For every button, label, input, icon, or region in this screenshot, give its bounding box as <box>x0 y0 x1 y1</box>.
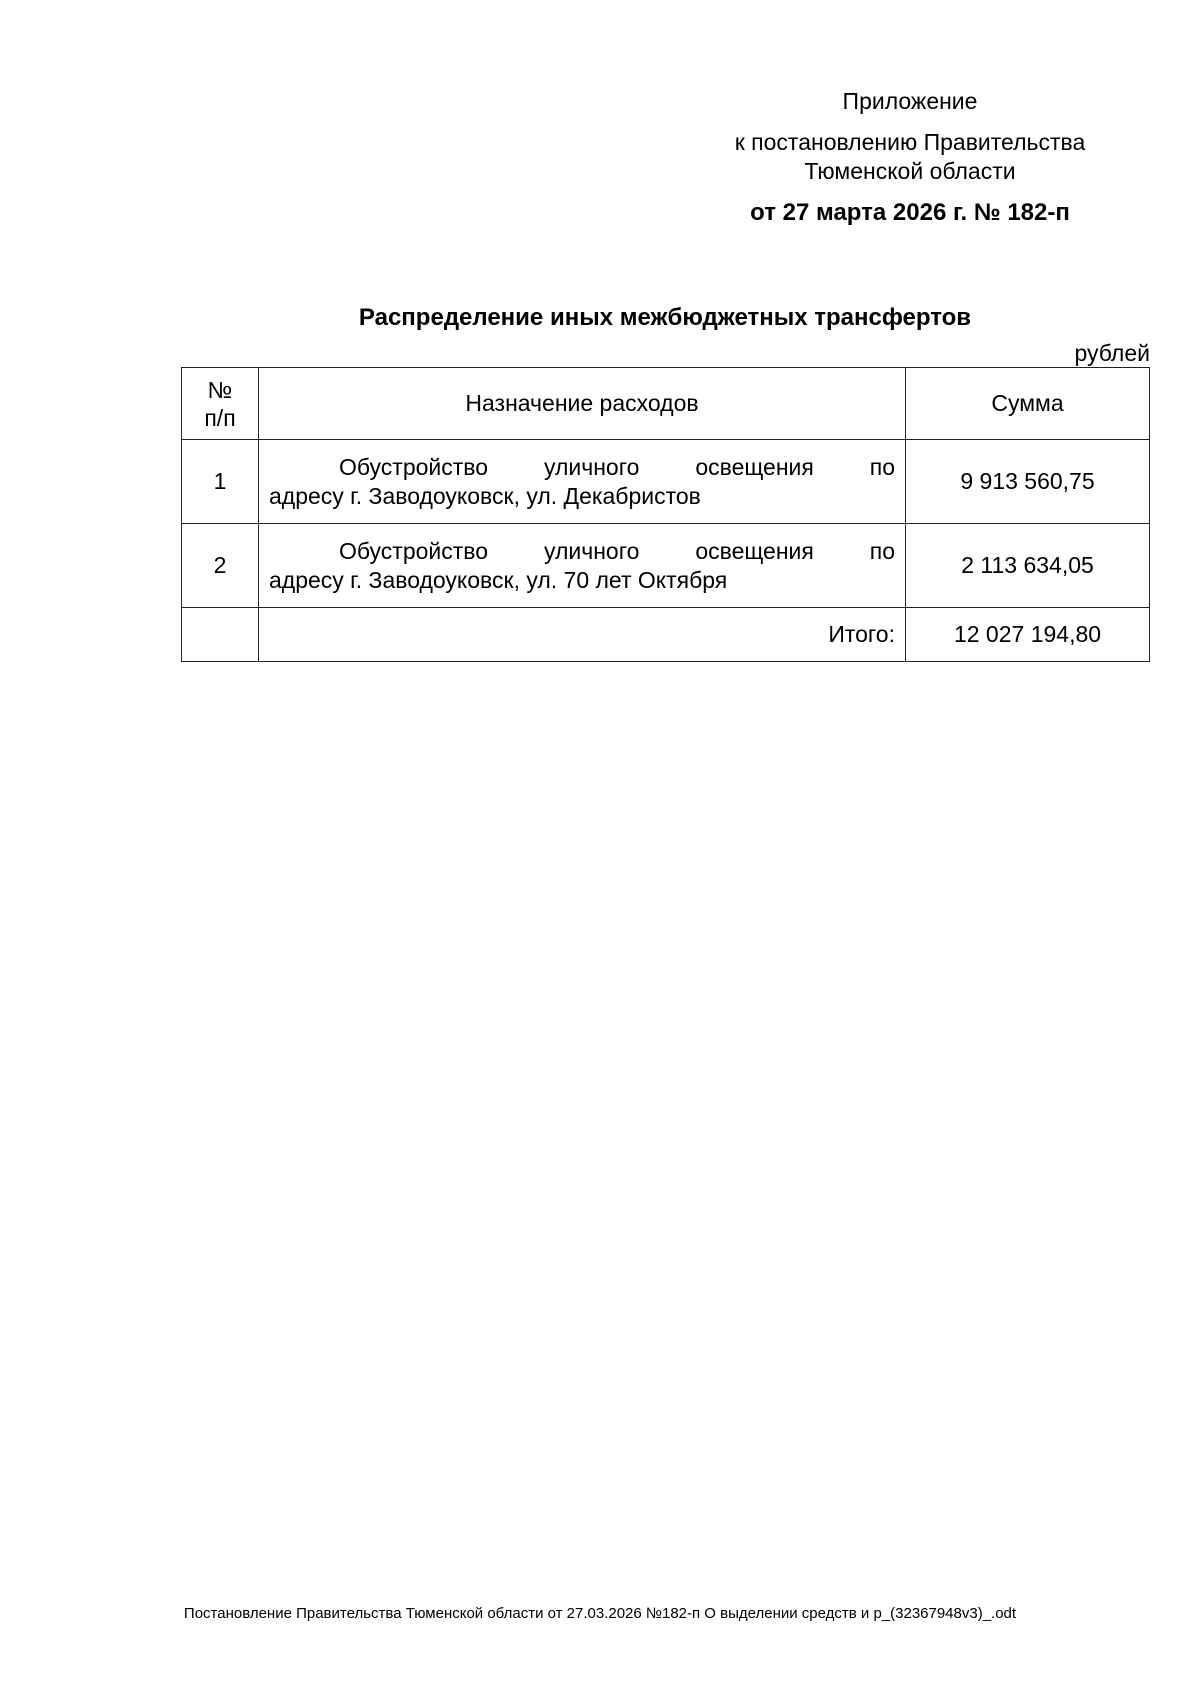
total-label: Итого: <box>259 608 906 662</box>
total-num-empty <box>182 608 259 662</box>
table-row <box>182 440 1150 524</box>
document-title: Распределение иных межбюджетных трансфертов <box>358 304 972 331</box>
header-amount: Сумма <box>906 368 1150 440</box>
table-row <box>182 524 1150 608</box>
row-amount: 9 913 560,75 <box>906 440 1150 524</box>
resolution-reference-line1: к постановлению Правительства <box>734 129 1086 155</box>
header-purpose: Назначение расходов <box>259 368 906 440</box>
header-num-line1: № <box>207 376 233 403</box>
appendix-label: Приложение <box>842 88 978 114</box>
row-purpose <box>259 440 906 524</box>
units-label: рублей <box>1074 340 1150 366</box>
table-header-row <box>182 368 1150 440</box>
row-num: 2 <box>182 524 259 608</box>
row-purpose <box>259 524 906 608</box>
header-num-line2: п/п <box>204 404 236 431</box>
resolution-reference-line2: Тюменской области <box>804 158 1016 184</box>
header-num <box>182 368 259 440</box>
row-purpose-line2: адресу г. Заводоуковск, ул. Декабристов <box>269 482 701 509</box>
table-total-row <box>182 608 1150 662</box>
row-purpose-line1: Обустройство уличного освещения по <box>339 537 895 564</box>
document-footer: Постановление Правительства Тюменской области от 27.03.2026 №182-п О выделении средств и р_(32367948v3)_.odt <box>183 1605 1017 1622</box>
row-purpose-line1: Обустройство уличного освещения по <box>339 453 895 480</box>
row-num: 1 <box>182 440 259 524</box>
row-amount: 2 113 634,05 <box>906 524 1150 608</box>
transfers-table <box>181 367 1150 662</box>
total-amount: 12 027 194,80 <box>906 608 1150 662</box>
resolution-date-number: от 27 марта 2026 г. № 182-п <box>750 199 1070 226</box>
row-purpose-line2: адресу г. Заводоуковск, ул. 70 лет Октября <box>269 566 728 593</box>
